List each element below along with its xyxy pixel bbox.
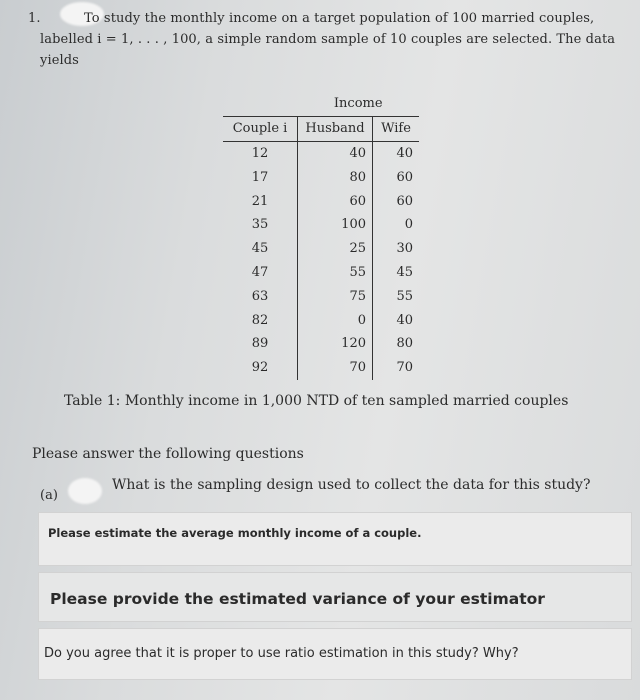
table-row	[223, 284, 419, 308]
cell-couple: 45	[223, 237, 298, 261]
table-row	[223, 308, 419, 332]
cell-couple: 12	[223, 141, 298, 165]
table-group-header-row	[223, 92, 419, 116]
table-row	[223, 356, 419, 380]
cell-husband: 70	[298, 356, 373, 380]
question-a-label: (a)	[40, 488, 58, 503]
table-header-row	[223, 116, 419, 141]
cell-couple: 63	[223, 284, 298, 308]
cell-husband: 120	[298, 332, 373, 356]
cell-husband: 0	[298, 308, 373, 332]
table-row	[223, 141, 419, 165]
cell-wife: 40	[396, 145, 413, 161]
income-group-header: Income	[298, 92, 420, 116]
question-c: Please provide the estimated variance of your estimator	[50, 590, 545, 608]
problem-text: To study the monthly income on a target population of 100 married couples, labelled i = 1, . . . , 100, a simple random sample of 10 couples are selected. The data yields	[40, 11, 616, 68]
cell-husband: 40	[298, 141, 373, 165]
cell-couple: 92	[223, 356, 298, 380]
cell-couple: 82	[223, 308, 298, 332]
cell-husband: 60	[298, 189, 373, 213]
income-table	[223, 92, 419, 380]
cell-wife: 60	[396, 193, 413, 209]
cell-couple: 89	[223, 332, 298, 356]
questions-prompt: Please answer the following questions	[32, 446, 304, 462]
table-row	[223, 213, 419, 237]
table-row	[223, 189, 419, 213]
table-row	[223, 165, 419, 189]
cell-husband: 80	[298, 165, 373, 189]
cell-wife: 45	[396, 264, 413, 280]
cell-couple: 47	[223, 261, 298, 285]
redaction-blob	[68, 478, 102, 504]
cell-wife: 80	[396, 336, 413, 352]
cell-wife: 70	[396, 360, 413, 376]
problem-number: 1.	[28, 11, 41, 26]
col-header-wife: Wife	[373, 116, 420, 141]
col-header-husband: Husband	[298, 116, 373, 141]
question-b: Please estimate the average monthly income of a couple.	[48, 526, 422, 540]
cell-wife: 55	[396, 288, 413, 304]
cell-couple: 21	[223, 189, 298, 213]
table-row	[223, 237, 419, 261]
cell-wife: 40	[396, 312, 413, 328]
problem-intro	[28, 8, 630, 71]
cell-husband: 75	[298, 284, 373, 308]
table-row	[223, 332, 419, 356]
cell-wife: 30	[396, 241, 413, 257]
question-a: What is the sampling design used to collect the data for this study?	[112, 477, 591, 493]
cell-couple: 35	[223, 213, 298, 237]
cell-wife: 60	[396, 169, 413, 185]
table-row	[223, 261, 419, 285]
cell-couple: 17	[223, 165, 298, 189]
col-header-couple: Couple i	[223, 116, 298, 141]
cell-wife: 0	[404, 217, 413, 233]
question-d: Do you agree that it is proper to use ratio estimation in this study? Why?	[44, 646, 519, 661]
cell-husband: 100	[298, 213, 373, 237]
cell-husband: 55	[298, 261, 373, 285]
cell-husband: 25	[298, 237, 373, 261]
table-caption: Table 1: Monthly income in 1,000 NTD of ten sampled married couples	[64, 393, 569, 409]
